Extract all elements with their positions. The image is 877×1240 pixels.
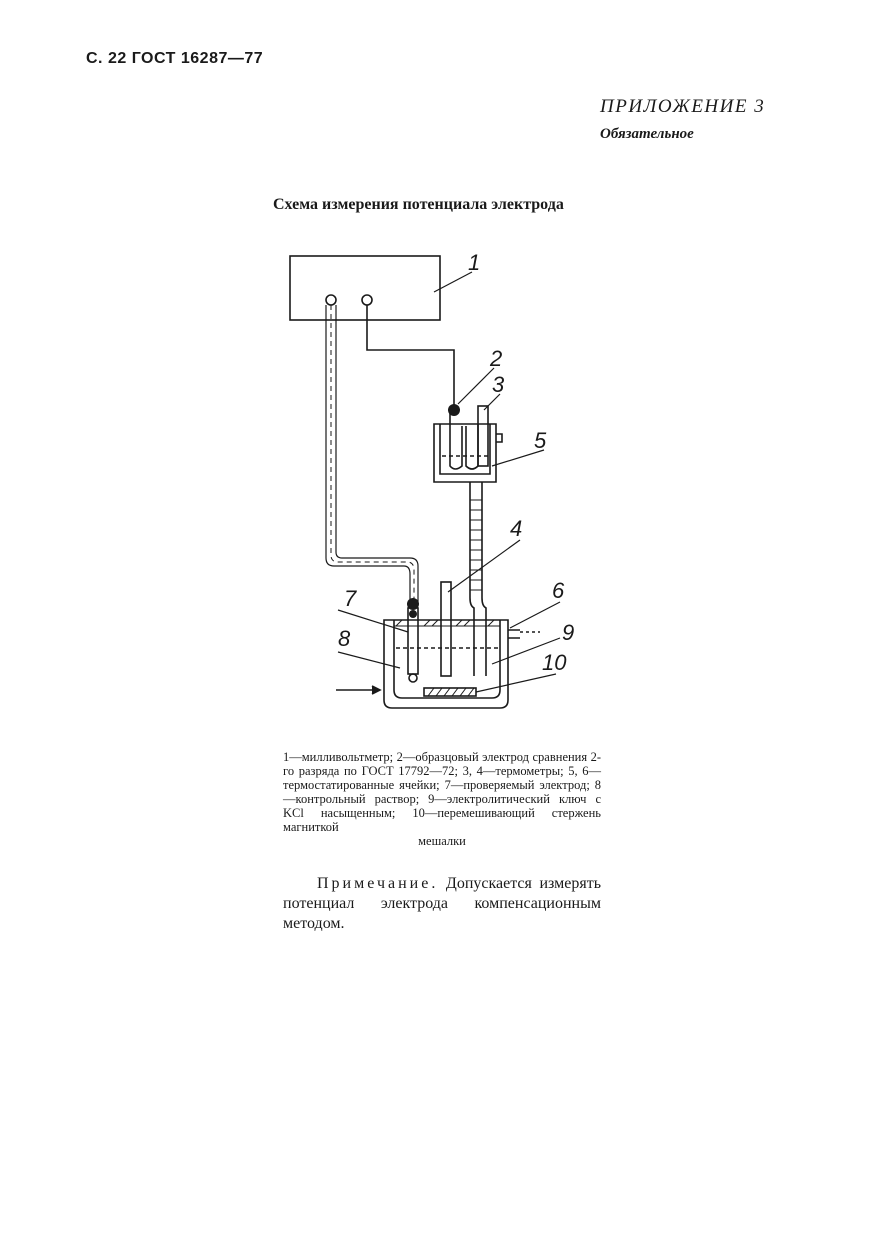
appendix-status: Обязательное — [600, 126, 694, 142]
note-text: Допускается измерять потенциал электрода компенсационным методом. — [283, 875, 601, 932]
callout-10: 10 — [542, 650, 567, 675]
appendix-heading: ПРИЛОЖЕНИЕ 3 — [600, 96, 766, 117]
callout-3: 3 — [492, 372, 505, 397]
caption-last-line: мешалки — [418, 834, 466, 848]
callout-5: 5 — [534, 428, 547, 453]
callout-9: 9 — [562, 620, 575, 645]
caption-text: 1—милливольтметр; 2—образцовый электрод сравнения 2-го разряда по ГОСТ 17792—72; 3, 4—термометры; 5, 6—термостатированные ячейки; 7—проверяемый электрод; 8—контрольный раствор; 9—электролитический ключ с KCl насыщенным; 10—перемешивающий стержень магниткой — [283, 750, 601, 834]
figure-caption — [283, 750, 601, 848]
thermometer-4 — [441, 582, 451, 676]
note-label: Примечание. — [317, 875, 439, 892]
stir-bar — [424, 688, 476, 696]
electrolytic-bridge — [470, 482, 486, 676]
lower-cell-outer — [384, 620, 508, 708]
callout-8: 8 — [338, 626, 351, 651]
thermometer-3 — [478, 406, 488, 466]
callout-1: 1 — [468, 250, 481, 275]
millivoltmeter-box — [290, 256, 440, 320]
figure-title: Схема измерения потенциала электрода — [273, 196, 564, 213]
page-reference: С. 22 ГОСТ 16287—77 — [86, 50, 264, 67]
terminal-left — [326, 295, 336, 305]
callout-2: 2 — [490, 346, 503, 371]
terminal-right — [362, 295, 372, 305]
callout-6: 6 — [552, 578, 565, 603]
callout-7: 7 — [344, 586, 357, 611]
lower-cell-inner — [394, 620, 500, 698]
reference-electrode — [450, 412, 478, 469]
callout-4: 4 — [510, 516, 523, 541]
note-paragraph — [283, 874, 601, 934]
